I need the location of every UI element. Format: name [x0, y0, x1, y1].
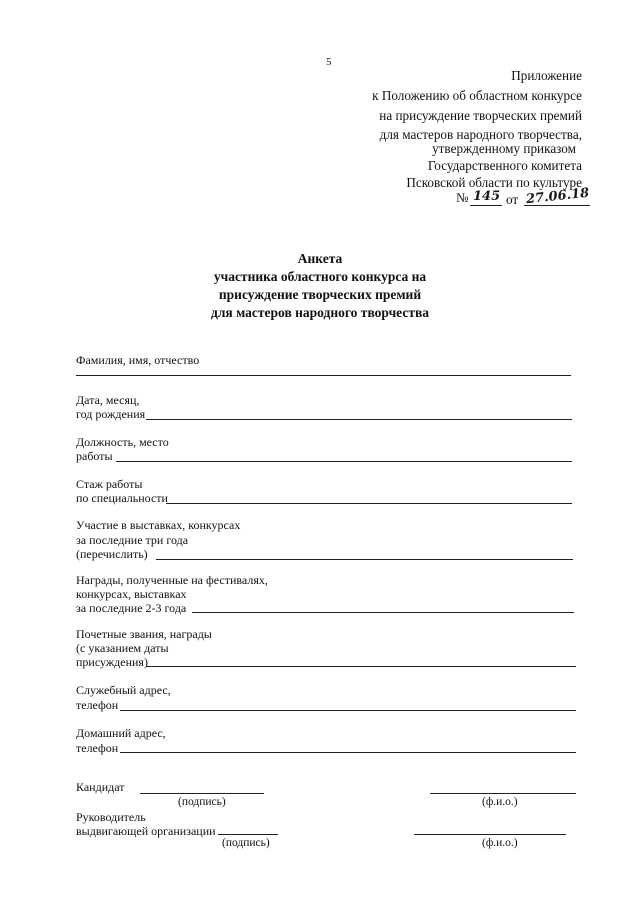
candidate-name-caption: (ф.и.о.) — [482, 796, 518, 808]
page-number: 5 — [326, 56, 332, 68]
label-fio: Фамилия, имя, отчество — [76, 353, 200, 367]
appendix-line-4: для мастеров народного творчества, — [379, 127, 582, 142]
label-awards-2: конкурсах, выставках — [76, 587, 187, 601]
appendix-line-2: к Положению об областном конкурсе — [372, 88, 582, 103]
label-head-1: Руководитель — [76, 810, 146, 824]
appendix-line-5: утвержденному приказом — [432, 141, 576, 156]
head-name-caption: (ф.и.о.) — [482, 837, 518, 849]
field-work-address-line[interactable] — [120, 710, 576, 711]
label-birth-1: Дата, месяц, — [76, 393, 140, 407]
candidate-signature-caption: (подпись) — [178, 796, 226, 808]
label-position-1: Должность, место — [76, 435, 169, 449]
field-experience-line[interactable] — [166, 503, 572, 504]
order-date-handwritten: 27.06.18 — [525, 185, 590, 208]
label-awards-1: Награды, полученные на фестивалях, — [76, 573, 268, 587]
label-head-2: выдвигающей организации — [76, 824, 216, 838]
label-birth-2: год рождения — [76, 407, 146, 421]
order-number-prefix: № — [456, 190, 469, 205]
label-work-address-1: Служебный адрес, — [76, 683, 171, 697]
appendix-line-7: Псковской области по культуре — [406, 175, 582, 190]
head-name-line[interactable] — [414, 834, 566, 835]
label-candidate: Кандидат — [76, 780, 125, 794]
candidate-name-line[interactable] — [430, 793, 576, 794]
form-subtitle-2: присуждение творческих премий — [218, 287, 422, 302]
label-participation-3: (перечислить) — [76, 547, 148, 561]
field-home-address-line[interactable] — [120, 752, 576, 753]
label-titles-1: Почетные звания, награды — [76, 627, 212, 641]
order-date-prefix: от — [506, 192, 519, 207]
head-signature-line[interactable] — [218, 834, 278, 835]
label-participation-2: за последние три года — [76, 533, 189, 547]
label-work-address-2: телефон — [76, 698, 119, 712]
field-birth-line[interactable] — [146, 419, 572, 420]
label-home-address-2: телефон — [76, 741, 119, 755]
label-awards-3: за последние 2-3 года — [76, 601, 187, 615]
appendix-line-6: Государственного комитета — [427, 158, 582, 173]
field-participation-line[interactable] — [156, 559, 573, 560]
label-titles-2: (с указанием даты — [76, 641, 169, 655]
appendix-line-1: Приложение — [511, 68, 582, 83]
form-subtitle-3: для мастеров народного творчества — [211, 305, 429, 320]
form-title: Анкета — [297, 251, 343, 266]
appendix-line-3: на присуждение творческих премий — [379, 108, 582, 123]
label-participation-1: Участие в выставках, конкурсах — [76, 518, 241, 532]
field-titles-line[interactable] — [146, 666, 576, 667]
field-fio-line[interactable] — [76, 375, 571, 376]
form-subtitle-1: участника областного конкурса на — [213, 269, 427, 284]
field-awards-line[interactable] — [192, 612, 574, 613]
field-position-line[interactable] — [116, 461, 572, 462]
order-number-handwritten: 145 — [473, 189, 501, 204]
head-signature-caption: (подпись) — [222, 837, 270, 849]
label-experience-1: Стаж работы — [76, 477, 143, 491]
label-experience-2: по специальности — [76, 491, 168, 505]
candidate-signature-line[interactable] — [140, 793, 264, 794]
label-home-address-1: Домашний адрес, — [76, 726, 166, 740]
label-position-2: работы — [76, 449, 113, 463]
order-number-underline — [470, 205, 502, 206]
label-titles-3: присуждения) — [76, 655, 148, 669]
